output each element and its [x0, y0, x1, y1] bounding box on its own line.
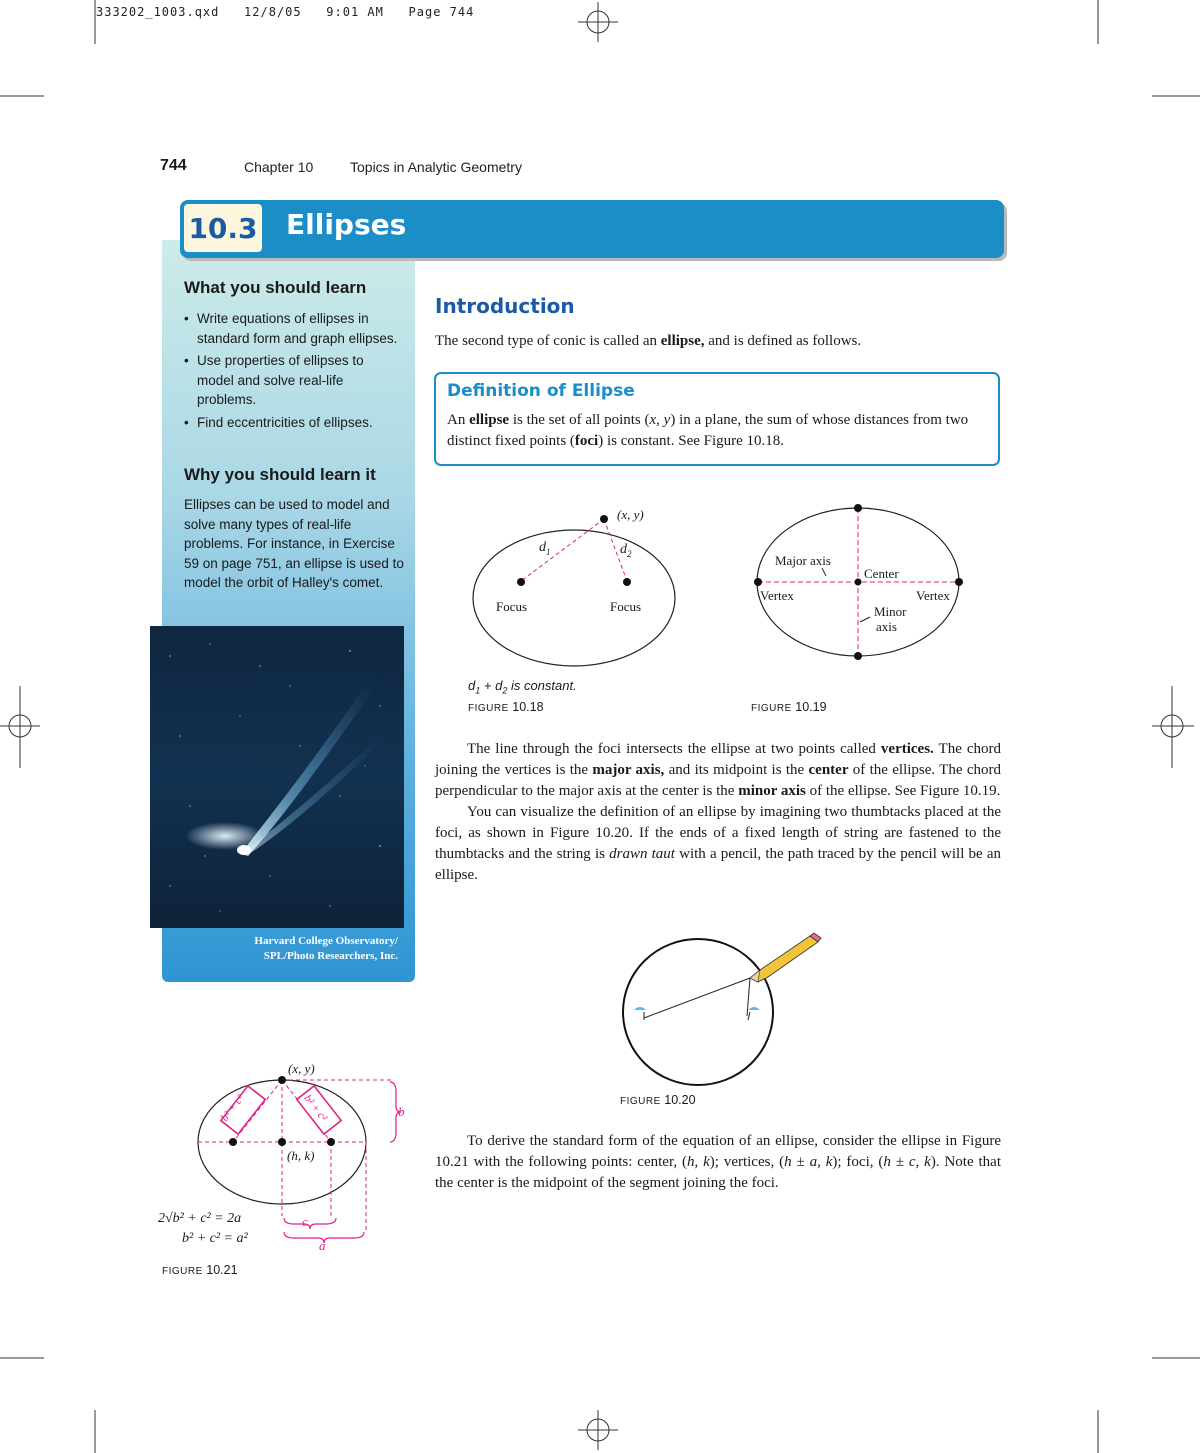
list-item: • Use properties of ellipses to model and solve real-life problems.	[184, 351, 399, 410]
fig18-d1-label: $d_1$	[539, 540, 551, 557]
definition-text	[447, 410, 992, 452]
learn-list	[184, 309, 399, 435]
page-number: 744	[160, 157, 187, 174]
definition-text-part: is the set of all points (	[509, 412, 650, 428]
definition-term: ellipse	[469, 412, 510, 428]
chapter-label: Chapter 10	[244, 159, 314, 175]
definition-text-part: ) in a plane, the sum of whose distances from two distinct fixed points (	[447, 412, 969, 449]
body-paragraph-derive	[435, 1131, 1001, 1194]
minor-top-point	[854, 504, 862, 512]
fig19-minor-label-2: axis	[876, 619, 897, 634]
definition-term: foci	[574, 433, 599, 449]
intro-text-part: and is defined as follows.	[704, 333, 862, 349]
list-item: • Write equations of ellipses in standard form and graph ellipses.	[184, 309, 399, 348]
point-xy	[600, 515, 608, 523]
figure-10-18-diagram	[460, 498, 690, 678]
intro-term: ellipse,	[660, 333, 705, 349]
introduction-heading: Introduction	[435, 294, 575, 318]
print-slug: 333202_1003.qxd 12/8/05 9:01 AM Page 744	[96, 5, 475, 19]
photo-credit-line-2: SPL/Photo Researchers, Inc.	[263, 950, 398, 962]
learn-heading: What you should learn	[184, 278, 367, 297]
fig21-a-label: a	[319, 1238, 326, 1253]
section-number: 10.3	[182, 202, 264, 254]
fig18-point-label: (x, y)	[617, 507, 644, 522]
fig21-caption: FIGURE 10.21	[162, 1263, 238, 1277]
fig19-center-label: Center	[864, 566, 899, 581]
body-paragraphs	[435, 739, 1001, 886]
photo-credit	[160, 934, 398, 964]
fig18-focus-right-label: Focus	[610, 599, 642, 614]
minor-bottom-point	[854, 652, 862, 660]
definition-title: Definition of Ellipse	[447, 381, 635, 401]
fig20-caption: FIGURE 10.20	[620, 1093, 696, 1107]
fig21-c-label: c	[302, 1214, 308, 1229]
vertex-right-point	[955, 578, 963, 586]
fig19-minor-label-1: Minor	[874, 604, 907, 619]
focus-right-point	[623, 578, 631, 586]
focus-left-point	[517, 578, 525, 586]
figure-10-20-diagram	[610, 930, 830, 1090]
fig19-caption: FIGURE 10.19	[751, 700, 827, 714]
fig18-caption: FIGURE 10.18	[468, 700, 544, 714]
intro-text-part: The second type of conic is called an	[435, 333, 661, 349]
paragraph-vertices: The line through the foci intersects the ellipse at two points called vertices. The chord joining the vertices is the major axis, and its midpoint is the center of the ellipse. The chord perpendicular to the major axis at the center is the minor axis of the ellipse. See Figure 10.19.	[435, 741, 1001, 799]
list-item: • Find eccentricities of ellipses.	[184, 413, 399, 433]
fig18-d2-label: $d_2$	[620, 542, 632, 559]
fig19-vertex-left-label: Vertex	[760, 588, 794, 603]
why-text: Ellipses can be used to model and solve many types of real-life problems. For instance, in Exercise 59 on page 751, an ellipse is used to model the orbit of Halley's comet.	[184, 497, 404, 590]
paragraph-derive: To derive the standard form of the equation of an ellipse, consider the ellipse in Figure 10.21 with the following points: center, (h, k); vertices, (h ± a, k); foci, (h ± c, k). Note that the center is the midpoint of the segment joining the foci.	[435, 1133, 1001, 1191]
paragraph-thumbtacks: You can visualize the definition of an ellipse by imagining two thumbtacks placed at the foci, as shown in Figure 10.20. If the ends of a fixed length of string are fastened to the thumbtacks and the string is drawn taut with a pencil, the path traced by the pencil will be an ellipse.	[435, 804, 1001, 883]
comet-image	[150, 626, 404, 928]
chapter-topic: Topics in Analytic Geometry	[350, 159, 522, 175]
why-heading: Why you should learn it	[184, 465, 376, 484]
intro-text	[435, 331, 995, 352]
comet-photo	[150, 626, 404, 928]
fig18-focus-left-label: Focus	[496, 599, 528, 614]
fig19-vertex-right-label: Vertex	[916, 588, 950, 603]
fig21-point-label: (x, y)	[288, 1061, 315, 1076]
fig21-b-label: b	[398, 1104, 405, 1119]
fig19-major-axis-label: Major axis	[775, 553, 831, 568]
photo-credit-line-1: Harvard College Observatory/	[254, 935, 398, 947]
fig21-center-label: (h, k)	[287, 1148, 315, 1163]
section-title: Ellipses	[286, 208, 407, 241]
fig21-equation-2: b² + c² = a²	[182, 1231, 248, 1246]
definition-text-part: ) is constant. See Figure 10.18.	[598, 433, 785, 449]
fig18-note: $d_1 + d_2$ is constant.	[468, 678, 577, 696]
fig21-sqrt-left: b² + c²	[218, 1092, 247, 1124]
fig21-sqrt-right: b² + c²	[301, 1092, 330, 1124]
definition-var: x, y	[649, 412, 671, 428]
definition-text-part: An	[447, 412, 470, 428]
figure-10-19-diagram	[748, 500, 968, 665]
center-point	[855, 579, 862, 586]
fig21-equation-1: 2√b² + c² = 2a	[158, 1211, 242, 1226]
